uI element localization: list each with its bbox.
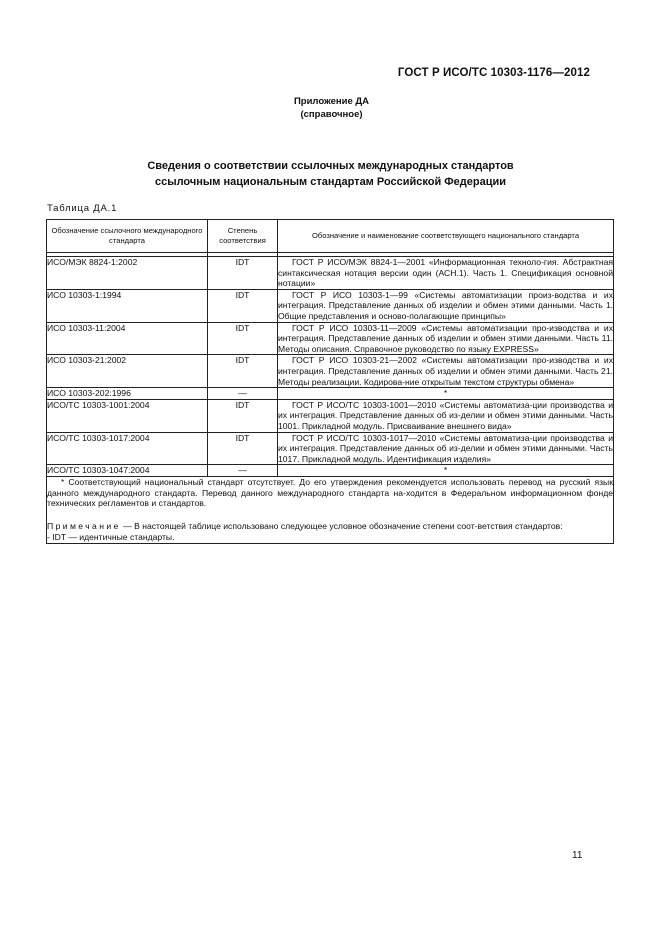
footnote-text: * Соответствующий национальный стандарт отсутствует. До его утверждения рекомендуется использовать перевод на русский язык данного международного стандарта. Перевод данного международного стандарта на-ходится в Федеральном информационном фонде технических регламентов и стандартов. bbox=[47, 476, 613, 509]
row-national-standard bbox=[278, 399, 614, 432]
row-degree: — bbox=[208, 465, 278, 477]
row-code: ИСО 10303-21:2002 bbox=[47, 355, 208, 388]
note-text: — В настоящей таблице использовано следующее условное обозначение степени соот-ветствия стандартов: bbox=[120, 521, 563, 532]
correspondence-table bbox=[46, 219, 614, 544]
row-national-standard bbox=[278, 322, 614, 355]
row-degree: IDT bbox=[208, 257, 278, 290]
header-degree: Степень соответствия bbox=[208, 220, 278, 253]
row-degree: IDT bbox=[208, 322, 278, 355]
row-code: ИСО/ТС 10303-1017:2004 bbox=[47, 432, 208, 465]
table-row bbox=[47, 355, 614, 388]
table-caption: Таблица ДА.1 bbox=[47, 203, 118, 214]
table-row bbox=[47, 289, 614, 322]
page-number: 11 bbox=[572, 850, 583, 861]
row-national-standard bbox=[278, 257, 614, 290]
row-degree: IDT bbox=[208, 399, 278, 432]
appendix-subtitle: (справочное) bbox=[300, 109, 363, 120]
section-title-line-1: Сведения о соответствии ссылочных международных стандартов bbox=[147, 160, 514, 172]
appendix-title: Приложение ДА bbox=[293, 96, 370, 107]
row-national-standard-text: ГОСТ Р ИСО/ТС 10303-1001—2010 «Системы автоматиза-ции производства и их интеграция. Представление данных об из-делии и обмен этими данными. Часть 1001. Прикладной модуль. Присваивание внешнего вида» bbox=[278, 399, 613, 431]
row-national-standard-text: ГОСТ Р ИСО 10303-1—99 «Системы автоматизации произ-водства и их интеграция. Представление данных об изделии и обмен этими данными. Часть 1. Общие представления и осново-полагающие принципы» bbox=[278, 289, 613, 321]
table-row bbox=[47, 399, 614, 432]
row-national-standard: * bbox=[278, 388, 614, 400]
row-code: ИСО 10303-1:1994 bbox=[47, 289, 208, 322]
row-code: ИСО/МЭК 8824-1:2002 bbox=[47, 257, 208, 290]
table-row bbox=[47, 257, 614, 290]
row-national-standard bbox=[278, 432, 614, 465]
footnote bbox=[47, 477, 613, 509]
row-code: ИСО 10303-202:1996 bbox=[47, 388, 208, 400]
row-national-standard bbox=[278, 355, 614, 388]
row-national-standard-text: ГОСТ Р ИСО 10303-21—2002 «Системы автоматизации про-изводства и их интеграция. Представление данных об изделии и обмен этими данными. Часть 21. Методы реализации. Кодирова-ние открытым текстом структуры обмена» bbox=[278, 355, 613, 387]
row-code: ИСО/ТС 10303-1001:2004 bbox=[47, 399, 208, 432]
row-degree: IDT bbox=[208, 355, 278, 388]
header-international-standard: Обозначение ссылочного международного стандарта bbox=[47, 220, 208, 253]
table-row bbox=[47, 322, 614, 355]
section-title bbox=[0, 158, 661, 190]
row-national-standard-text: ГОСТ Р ИСО/ТС 10303-1017—2010 «Системы автоматиза-ции производства и их интеграция. Представление данных об из-делии и обмен этими данными. Часть 1017. Прикладной модуль. Идентификация изделия» bbox=[278, 432, 613, 464]
document-header: ГОСТ Р ИСО/ТС 10303-1176—2012 bbox=[397, 67, 590, 79]
row-code: ИСО/ТС 10303-1047:2004 bbox=[47, 465, 208, 477]
note-label: Примечание bbox=[47, 521, 121, 532]
header-national-standard: Обозначение и наименование соответствующего национального стандарта bbox=[278, 220, 614, 253]
table-notes-row bbox=[47, 476, 614, 543]
row-degree: IDT bbox=[208, 432, 278, 465]
row-degree: IDT bbox=[208, 289, 278, 322]
row-national-standard-text: ГОСТ Р ИСО 10303-11—2009 «Системы автоматизации про-изводства и их интеграция. Представление данных об изделии и обмен этими данными. Часть 11. Методы описания. Справочное руководство по языку EXPRESS» bbox=[278, 322, 613, 354]
table-row bbox=[47, 465, 614, 477]
row-national-standard bbox=[278, 289, 614, 322]
table-row bbox=[47, 388, 614, 400]
table-row bbox=[47, 432, 614, 465]
table-notes bbox=[47, 476, 614, 543]
note bbox=[47, 521, 613, 532]
row-national-standard: * bbox=[278, 465, 614, 477]
row-national-standard-text: ГОСТ Р ИСО/МЭК 8824-1—2001 «Информационная техноло-гия. Абстрактная синтаксическая нотация версии один (АСН.1). Часть 1. Спецификация основной нотации» bbox=[278, 257, 613, 289]
note-item-text: - IDT — идентичные стандарты. bbox=[47, 532, 175, 543]
section-title-line-2: ссылочным национальным стандартам Российской Федерации bbox=[154, 176, 507, 188]
row-degree: — bbox=[208, 388, 278, 400]
table-header-row bbox=[47, 220, 614, 253]
note-item bbox=[47, 532, 613, 543]
appendix-heading bbox=[0, 95, 661, 121]
row-code: ИСО 10303-11:2004 bbox=[47, 322, 208, 355]
